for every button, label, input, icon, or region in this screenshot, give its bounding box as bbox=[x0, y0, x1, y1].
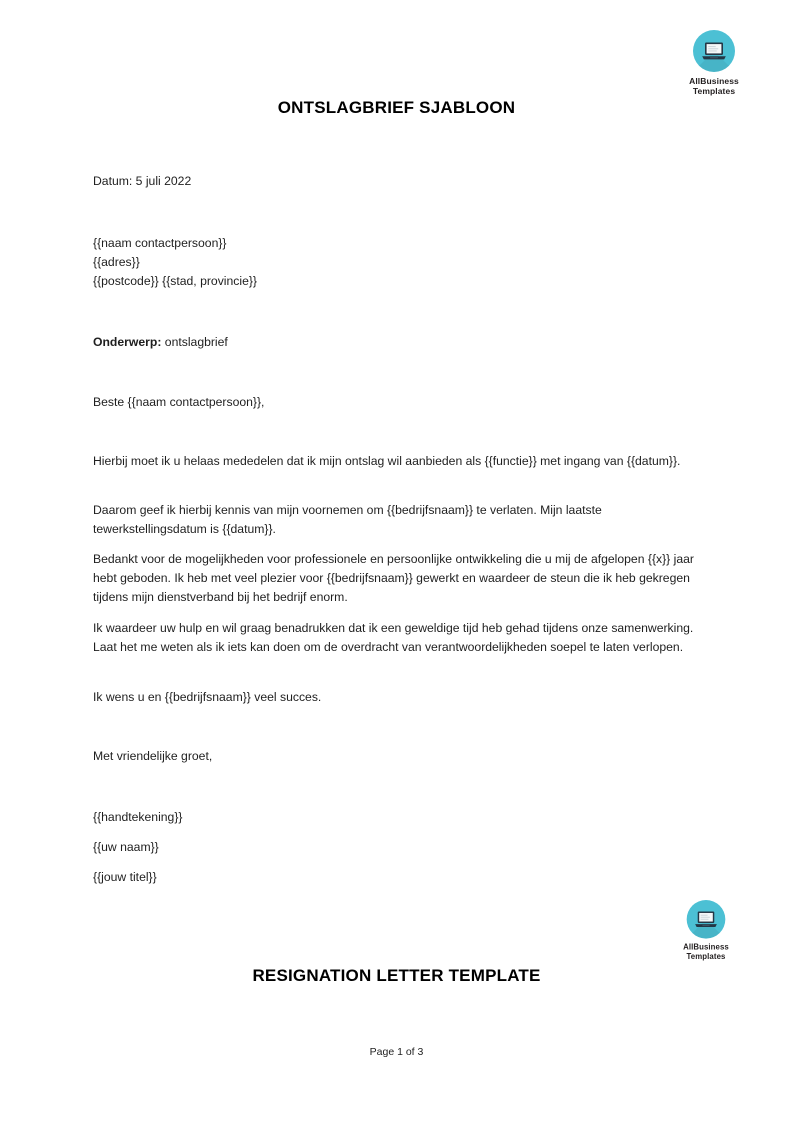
body-paragraph-5: Ik wens u en {{bedrijfsnaam}} veel succes. bbox=[93, 690, 322, 704]
logo-name-line1: AllBusiness bbox=[689, 76, 739, 86]
brand-logo-top bbox=[676, 30, 752, 96]
laptop-icon bbox=[701, 41, 727, 61]
subject-label: Onderwerp: bbox=[93, 335, 162, 349]
recipient-line-3: {{postcode}} {{stad, provincie}} bbox=[93, 274, 257, 288]
body-paragraph-2: Daarom geef ik hierbij kennis van mijn voornemen om {{bedrijfsnaam}} te verlaten. Mijn laatste tewerkstellingsdatum is {{datum}}. bbox=[93, 503, 602, 536]
subject-line bbox=[93, 333, 697, 352]
logo-circle bbox=[687, 900, 726, 939]
logo-name-line2: Templates bbox=[692, 86, 736, 96]
logo-name-line1: AllBusiness bbox=[683, 942, 729, 952]
brand-logo-bottom bbox=[671, 900, 741, 961]
salutation: Beste {{naam contactpersoon}}, bbox=[93, 395, 265, 409]
recipient-block bbox=[93, 234, 697, 291]
body-paragraph-3: Bedankt voor de mogelijkheden voor professionele en persoonlijke ontwikkeling die u mij de afgelopen {{x}} jaar hebt geboden. Ik heb met veel plezier voor {{bedrijfsnaam}} gewerkt en waardeer de steun die ik heb gekregen tijdens mijn dienstverband bij het bedrijf enorm. bbox=[93, 552, 694, 604]
recipient-line-1: {{naam contactpersoon}} bbox=[93, 236, 227, 250]
signature-line-3: {{jouw titel}} bbox=[93, 870, 157, 884]
closing-line: Met vriendelijke groet, bbox=[93, 749, 213, 763]
laptop-icon bbox=[694, 910, 718, 928]
body-paragraph-4: Ik waardeer uw hulp en wil graag benadrukken dat ik een geweldige tijd heb gehad tijdens onze samenwerking. Laat het me weten als ik iets kan doen om de overdracht van verantwoordelijkheden soepel te laten verlopen. bbox=[93, 621, 694, 654]
page-title-dutch: ONTSLAGBRIEF SJABLOON bbox=[277, 98, 516, 117]
page-title-english: RESIGNATION LETTER TEMPLATE bbox=[252, 966, 541, 985]
body-paragraph-1: Hierbij moet ik u helaas mededelen dat ik mijn ontslag wil aanbieden als {{functie}} met ingang van {{datum}}. bbox=[93, 454, 681, 468]
subject-value: ontslagbrief bbox=[161, 335, 228, 349]
logo-name-line2: Templates bbox=[686, 951, 726, 961]
signature-line-1: {{handtekening}} bbox=[93, 810, 183, 824]
logo-circle bbox=[693, 30, 735, 72]
recipient-line-2: {{adres}} bbox=[93, 255, 140, 269]
date-line: Datum: 5 juli 2022 bbox=[93, 174, 192, 188]
signature-line-2: {{uw naam}} bbox=[93, 840, 159, 854]
page-footer: Page 1 of 3 bbox=[369, 1046, 424, 1058]
